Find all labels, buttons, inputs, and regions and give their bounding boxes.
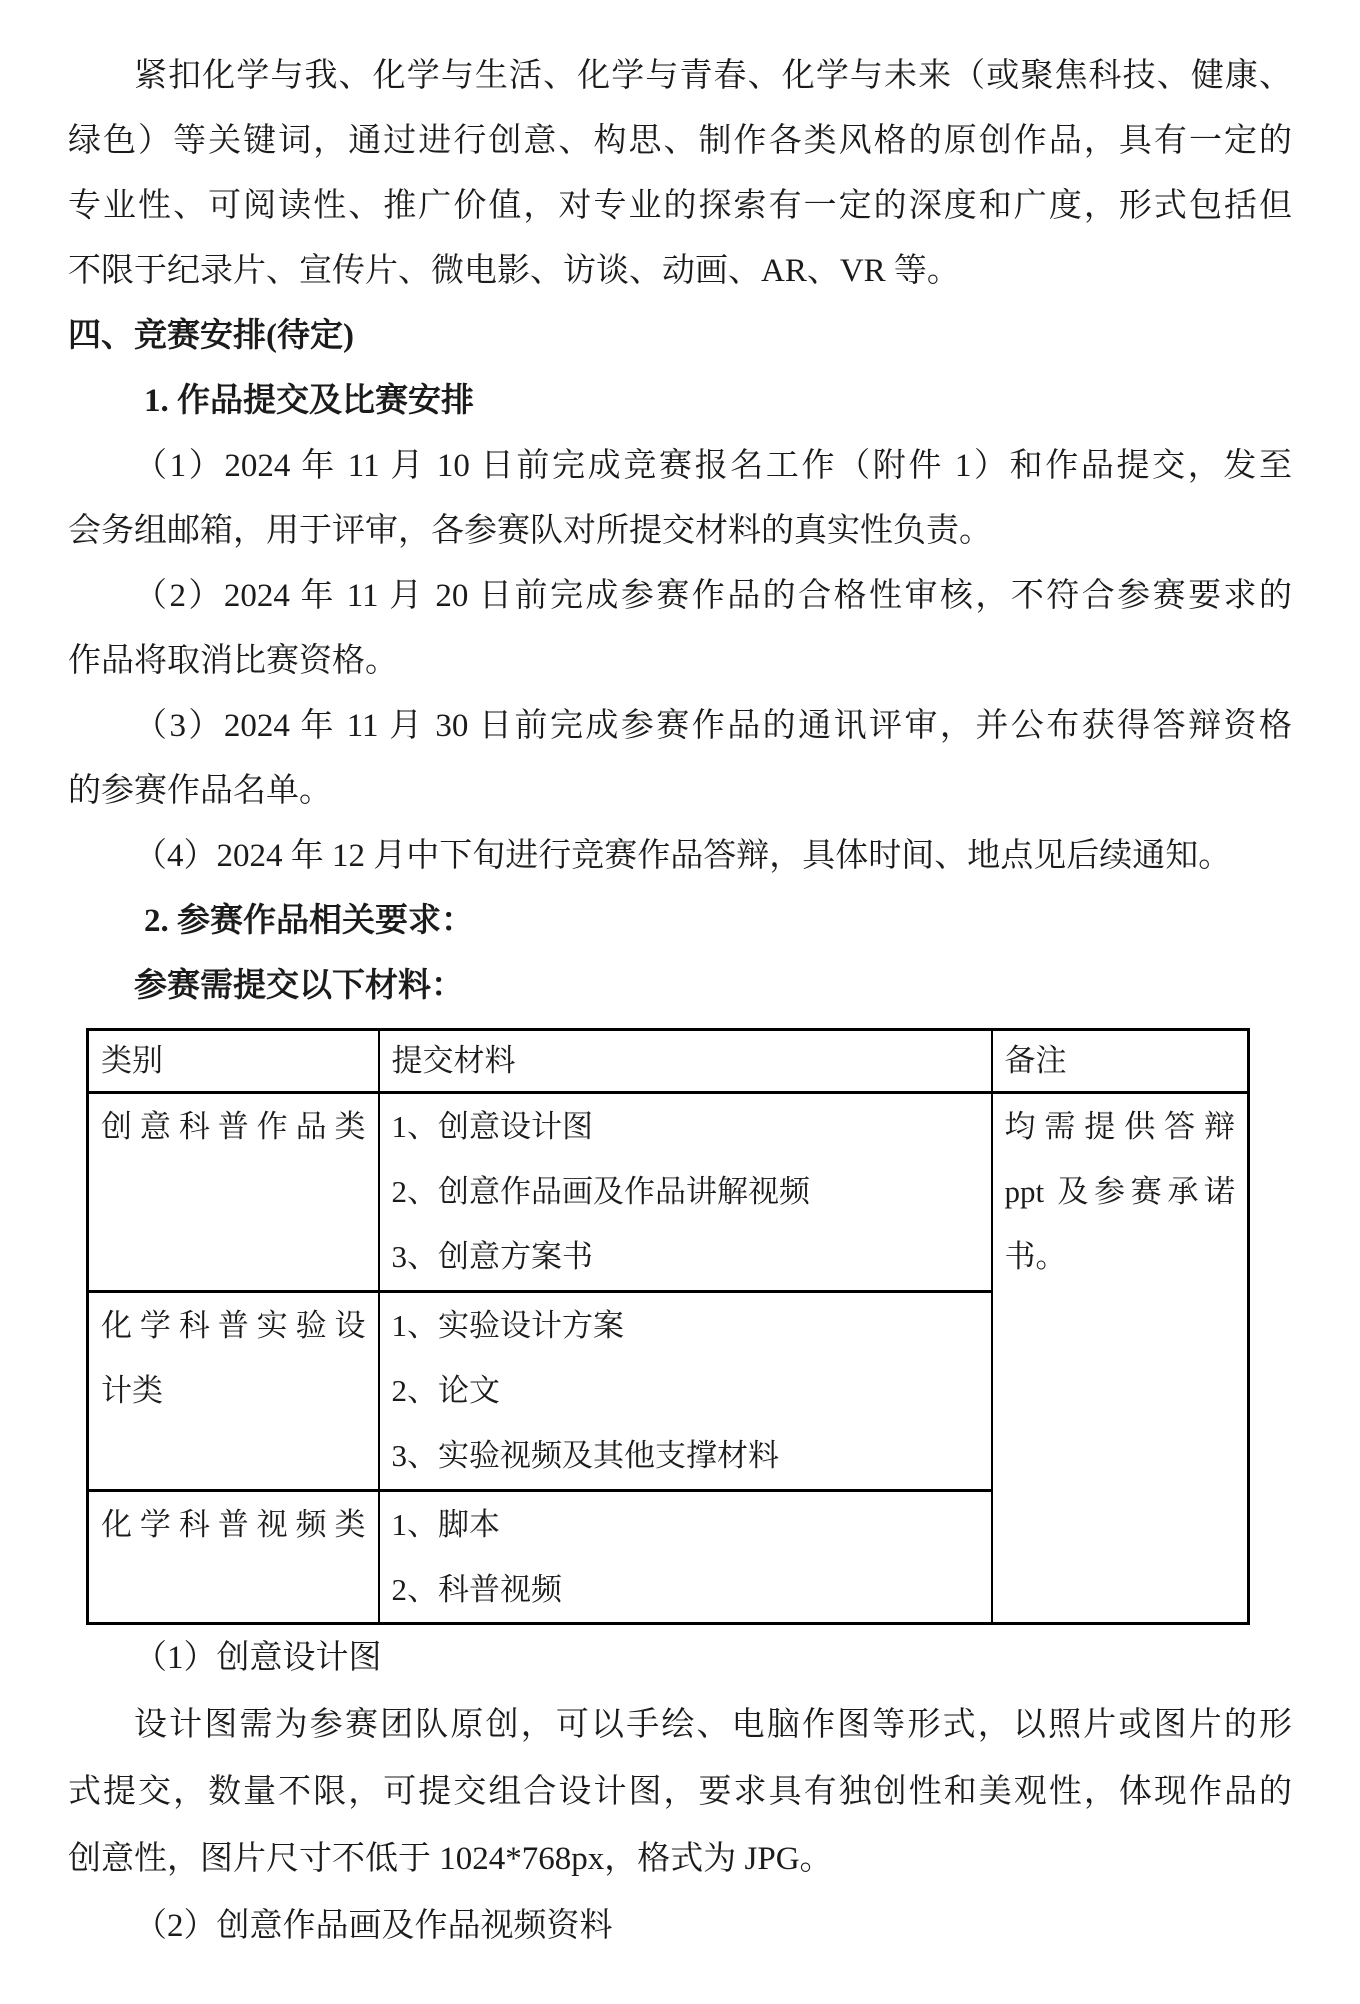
post-item1-paragraph xyxy=(68,1692,1292,1893)
text-line: （3）2024 年 11 月 30 日前完成参赛作品的通讯评审，并公布获得答辩资格 xyxy=(134,708,1292,744)
schedule-item-1 xyxy=(68,434,1292,564)
table-header-row xyxy=(88,1030,1249,1093)
materials-intro-heading: 参赛需提交以下材料： xyxy=(134,968,464,1004)
upper-text-block xyxy=(68,44,1292,1019)
text-line: 不限于纪录片、宣传片、微电影、访谈、动画、AR、VR 等。 xyxy=(68,253,960,289)
category-line: 化学科普实验设 xyxy=(101,1308,366,1343)
note-line: ppt 及参赛承诺 xyxy=(1004,1174,1235,1209)
material-item: 2、论文 xyxy=(391,1373,500,1408)
schedule-item-3 xyxy=(68,694,1292,824)
subsection2-heading: 2. 参赛作品相关要求： xyxy=(144,903,474,939)
table-row xyxy=(88,1093,1249,1292)
material-item: 2、科普视频 xyxy=(391,1572,562,1607)
post-item1-heading: （1）创意设计图 xyxy=(134,1640,382,1676)
header-cell-materials: 提交材料 xyxy=(379,1030,992,1093)
text-line: 绿色）等关键词，通过进行创意、构思、制作各类风格的原创作品，具有一定的 xyxy=(68,123,1292,159)
text-line: 专业性、可阅读性、推广价值，对专业的探索有一定的深度和广度，形式包括但 xyxy=(68,188,1292,224)
text-line: 设计图需为参赛团队原创，可以手绘、电脑作图等形式，以照片或图片的形 xyxy=(134,1707,1292,1743)
category-line: 计类 xyxy=(101,1373,163,1408)
materials-cell xyxy=(379,1491,992,1624)
category-cell xyxy=(88,1093,379,1292)
category-line: 化学科普视频类 xyxy=(101,1507,366,1542)
category-line: 创意科普作品类 xyxy=(101,1109,366,1144)
text-line: （1）2024 年 11 月 10 日前完成竞赛报名工作（附件 1）和作品提交，发至 xyxy=(134,448,1292,484)
materials-table xyxy=(86,1028,1250,1625)
text-line: （4）2024 年 12 月中下旬进行竞赛作品答辩，具体时间、地点见后续通知。 xyxy=(134,838,1232,874)
text-line: 会务组邮箱，用于评审，各参赛队对所提交材料的真实性负责。 xyxy=(68,513,992,549)
text-line: 作品将取消比赛资格。 xyxy=(68,643,398,679)
material-item: 3、创意方案书 xyxy=(391,1239,593,1274)
note-line: 均需提供答辩 xyxy=(1004,1109,1235,1144)
text-line: 式提交，数量不限，可提交组合设计图，要求具有独创性和美观性，体现作品的 xyxy=(68,1774,1292,1810)
text-line: 创意性，图片尺寸不低于 1024*768px，格式为 JPG。 xyxy=(68,1841,833,1877)
post-item2-heading: （2）创意作品画及作品视频资料 xyxy=(134,1908,613,1944)
material-item: 1、实验设计方案 xyxy=(391,1308,624,1343)
header-cell-note: 备注 xyxy=(992,1030,1249,1093)
material-item: 1、创意设计图 xyxy=(391,1109,593,1144)
text-line: 紧扣化学与我、化学与生活、化学与青春、化学与未来（或聚焦科技、健康、 xyxy=(134,58,1292,94)
section-heading: 四、竞赛安排(待定) xyxy=(68,318,354,354)
material-item: 3、实验视频及其他支撑材料 xyxy=(391,1438,779,1473)
schedule-item-4 xyxy=(68,824,1292,889)
intro-paragraph xyxy=(68,44,1292,304)
category-cell xyxy=(88,1491,379,1624)
material-item: 1、脚本 xyxy=(391,1507,500,1542)
category-cell xyxy=(88,1292,379,1491)
materials-cell xyxy=(379,1093,992,1292)
header-cell-category: 类别 xyxy=(88,1030,379,1093)
material-item: 2、创意作品画及作品讲解视频 xyxy=(391,1174,810,1209)
materials-cell xyxy=(379,1292,992,1491)
text-line: 的参赛作品名单。 xyxy=(68,773,332,809)
note-line: 书。 xyxy=(1004,1239,1067,1274)
text-line: （2）2024 年 11 月 20 日前完成参赛作品的合格性审核，不符合参赛要求的 xyxy=(134,578,1292,614)
schedule-item-2 xyxy=(68,564,1292,694)
lower-text-block xyxy=(68,1625,1292,1960)
note-cell xyxy=(992,1093,1249,1624)
subsection1-heading: 1. 作品提交及比赛安排 xyxy=(144,383,474,419)
